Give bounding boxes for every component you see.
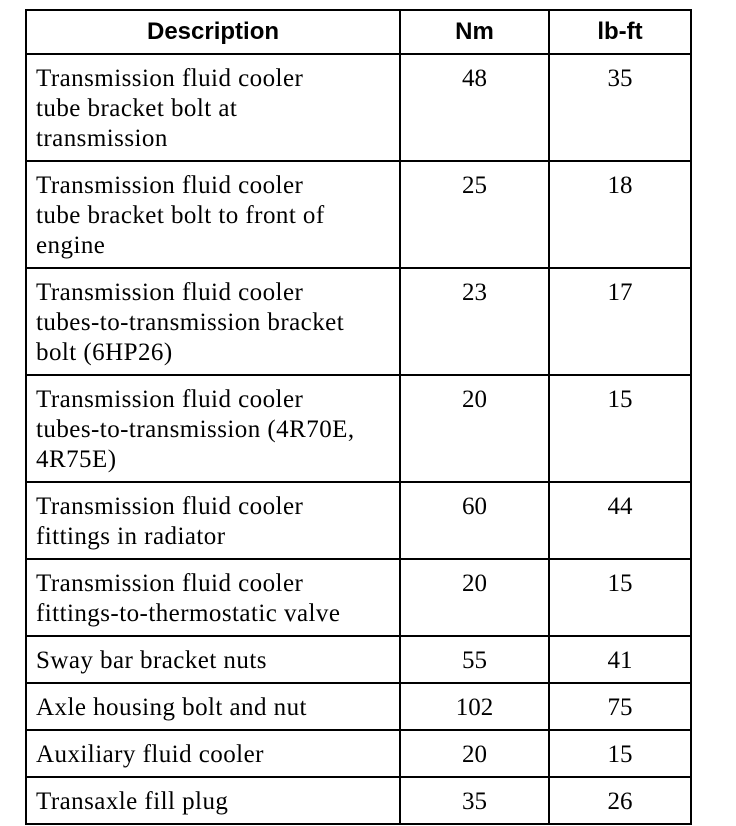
- description-line: 4R75E): [36, 446, 117, 473]
- description-line: fittings-to-thermostatic valve: [36, 600, 341, 627]
- table-row: [26, 777, 691, 824]
- description-cell: [26, 683, 400, 730]
- lb-ft-value: 41: [549, 636, 691, 683]
- description-line: Transmission fluid cooler: [36, 570, 304, 597]
- nm-value: 55: [400, 636, 549, 683]
- nm-value: 20: [400, 730, 549, 777]
- table-row: [26, 636, 691, 683]
- description-line: Transaxle fill plug: [36, 788, 229, 815]
- table-row: [26, 730, 691, 777]
- lb-ft-value: 15: [549, 559, 691, 636]
- table-row: [26, 482, 691, 559]
- table-header: [26, 10, 691, 54]
- description-line: Transmission fluid cooler: [36, 386, 304, 413]
- nm-value: 25: [400, 161, 549, 268]
- lb-ft-value: 17: [549, 268, 691, 375]
- nm-value: 20: [400, 559, 549, 636]
- nm-value: 35: [400, 777, 549, 824]
- table-row: [26, 375, 691, 482]
- description-cell: [26, 559, 400, 636]
- nm-value: 20: [400, 375, 549, 482]
- description-cell: [26, 375, 400, 482]
- description-line: tubes-to-transmission bracket: [36, 309, 345, 336]
- description-line: Transmission fluid cooler: [36, 65, 304, 92]
- description-line: tube bracket bolt to front of: [36, 202, 325, 229]
- header-lb-ft: lb-ft: [549, 10, 691, 54]
- lb-ft-value: 18: [549, 161, 691, 268]
- description-cell: [26, 161, 400, 268]
- description-line: Transmission fluid cooler: [36, 172, 304, 199]
- description-cell: [26, 54, 400, 161]
- nm-value: 60: [400, 482, 549, 559]
- description-line: bolt (6HP26): [36, 339, 173, 366]
- description-line: fittings in radiator: [36, 523, 226, 550]
- nm-value: 48: [400, 54, 549, 161]
- header-row: [26, 10, 691, 54]
- table-row: [26, 161, 691, 268]
- lb-ft-value: 15: [549, 375, 691, 482]
- description-cell: [26, 268, 400, 375]
- description-line: transmission: [36, 125, 168, 152]
- description-cell: [26, 636, 400, 683]
- description-line: Axle housing bolt and nut: [36, 694, 307, 721]
- description-line: Transmission fluid cooler: [36, 493, 304, 520]
- table-row: [26, 683, 691, 730]
- description-cell: [26, 777, 400, 824]
- lb-ft-value: 35: [549, 54, 691, 161]
- description-line: tube bracket bolt at: [36, 95, 238, 122]
- lb-ft-value: 15: [549, 730, 691, 777]
- table-row: [26, 559, 691, 636]
- nm-value: 23: [400, 268, 549, 375]
- header-description: Description: [26, 10, 400, 54]
- torque-specification-table: [25, 9, 692, 825]
- table-row: [26, 268, 691, 375]
- description-line: Auxiliary fluid cooler: [36, 741, 264, 768]
- description-cell: [26, 482, 400, 559]
- nm-value: 102: [400, 683, 549, 730]
- description-line: Transmission fluid cooler: [36, 279, 304, 306]
- lb-ft-value: 26: [549, 777, 691, 824]
- description-line: Sway bar bracket nuts: [36, 647, 267, 674]
- table-row: [26, 54, 691, 161]
- description-line: tubes-to-transmission (4R70E,: [36, 416, 355, 443]
- description-line: engine: [36, 232, 106, 259]
- lb-ft-value: 44: [549, 482, 691, 559]
- table-body: [26, 54, 691, 824]
- description-cell: [26, 730, 400, 777]
- header-nm: Nm: [400, 10, 549, 54]
- lb-ft-value: 75: [549, 683, 691, 730]
